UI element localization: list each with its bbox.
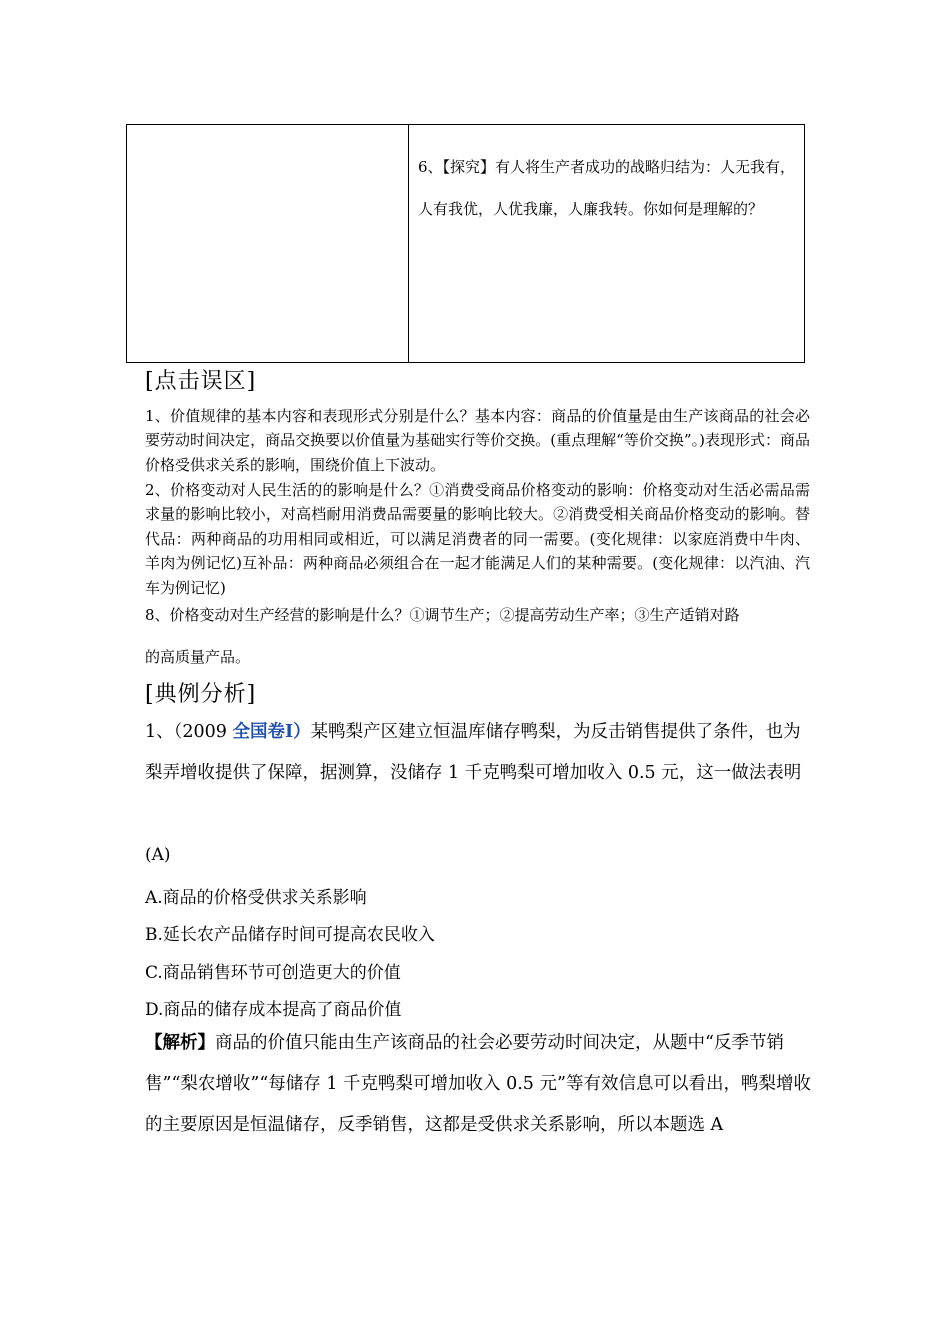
analysis: [145, 1023, 815, 1146]
mistake-paragraph-2: 2、价格变动对人民生活的的影响是什么？①消费受商品价格变动的影响：价格变动对生活必需品需求量的影响比较小，对高档耐用消费品需要量的影响比较大。②消费受相关商品价格变动的影响。替代品：两种商品的功用相同或相近，可以满足消费者的同一需要。(变化规律：以家庭消费中牛肉、羊肉为例记忆)互补品：两种商品必须组合在一起才能满足人们的某种需要。(变化规律：以汽油、汽车为例记忆): [145, 481, 810, 597]
option-a: A.商品的价格受供求关系影响: [145, 888, 367, 908]
question-6: 6、【探究】有人将生产者成功的战略归结为：人无我有，人有我优，人优我廉，人廉我转。你如何是理解的？: [418, 158, 796, 218]
mistakes-heading: [点击误区]: [145, 369, 257, 394]
mistake-paragraph-3-cont: 的高质量产品。: [145, 648, 251, 666]
option-c: C.商品销售环节可创造更大的价值: [145, 963, 401, 983]
option-b: B.延长农产品储存时间可提高农民收入: [145, 925, 435, 945]
option-d: D.商品的储存成本提高了商品价值: [145, 1000, 402, 1020]
question-body: 某鸭梨产区建立恒温库储存鸭梨，为反击销售提供了条件，也为梨弄增收提供了保障，据测算，没储存 1 千克鸭梨可增加收入 0.5 元，这一做法表明: [145, 722, 802, 783]
table-cell-left: [126, 124, 409, 363]
example-question-1: [145, 712, 815, 794]
question-prefix: 1、（2009: [145, 722, 233, 742]
mistake-paragraph-1: 1、价值规律的基本内容和表现形式分别是什么？基本内容：商品的价值量是由生产该商品的社会必要劳动时间决定，商品交换要以价值量为基础实行等价交换。(重点理解“等价交换”。)表现形式：商品价格受供求关系的影响，围绕价值上下波动。: [145, 407, 810, 474]
analysis-label: 【解析】: [145, 1033, 215, 1053]
examples-heading: [典例分析]: [145, 682, 257, 707]
question-source: 全国卷Ⅰ）: [232, 722, 311, 742]
answer-label: (A): [145, 845, 171, 865]
mistake-paragraph-3: 8、价格变动对生产经营的影响是什么？①调节生产；②提高劳动生产率；③生产适销对路: [145, 606, 740, 624]
analysis-body: 商品的价值只能由生产该商品的社会必要劳动时间决定，从题中“反季节销售”“梨农增收”“每储存 1 千克鸭梨可增加收入 0.5 元”等有效信息可以看出，鸭梨增收的主要原因是恒温储存，反季销售，这都是受供求关系影响，所以本题选 A: [145, 1033, 811, 1135]
